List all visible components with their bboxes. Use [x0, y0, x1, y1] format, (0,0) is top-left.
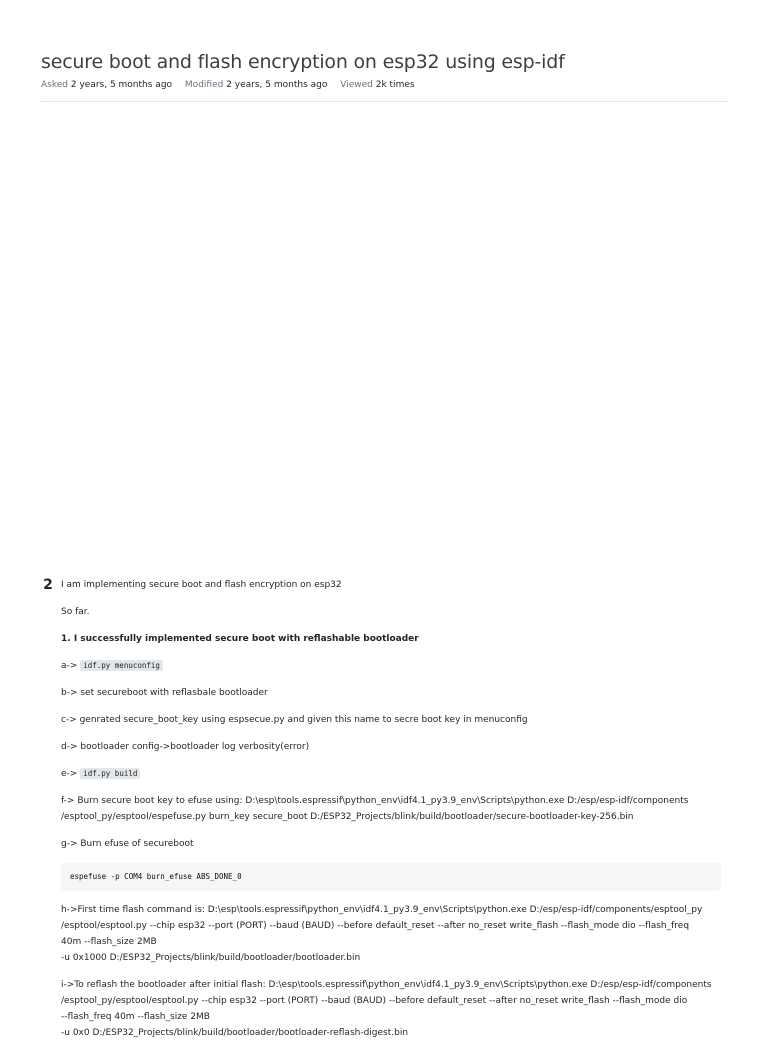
question-meta	[41, 79, 727, 91]
asked-info	[41, 80, 175, 90]
intro-paragraph: I am implementing secure boot and flash encryption on esp32	[61, 580, 342, 590]
viewed-value: 2k times	[375, 80, 415, 90]
step-i-line: /esptool_py/esptool/esptool.py --chip esp32 --port (PORT) --baud (BAUD) --before default_reset --after no_reset write_flash --flash_mode dio	[61, 996, 688, 1006]
question-body	[61, 577, 721, 1052]
step-e	[61, 766, 721, 782]
asked-label: Asked	[41, 80, 68, 90]
code-block: espefuse -p COM4 burn_efuse ABS_DONE_0	[61, 863, 721, 891]
step-a	[61, 658, 721, 674]
step-h-line: /esptool/esptool.py --chip esp32 --port (PORT) --baud (BAUD) --before default_reset --after no_reset write_flash --flash_mode dio --flash_freq	[61, 921, 690, 931]
step-g: g-> Burn efuse of secureboot	[61, 839, 194, 849]
asked-value: 2 years, 5 months ago	[70, 80, 173, 90]
step-i	[61, 977, 721, 1041]
viewed-info	[340, 80, 414, 90]
section-heading: 1. I successfully implemented secure boot with reflashable bootloader	[61, 634, 419, 644]
modified-info	[185, 80, 330, 90]
header-divider	[41, 101, 727, 102]
step-f-line: /esptool_py/esptool/espefuse.py burn_key secure_boot D:/ESP32_Projects/blink/build/bootloader/secure-bootloader-key-256.bin	[61, 812, 634, 822]
so-far-paragraph: So far.	[61, 607, 90, 617]
step-h	[61, 902, 721, 966]
step-e-prefix: e->	[61, 769, 78, 779]
viewed-label: Viewed	[340, 80, 373, 90]
step-f-line: f-> Burn secure boot key to efuse using: D:\esp\tools.espressif\python_env\idf4.1_py3.9_env\Scripts\python.exe D:/esp/esp-idf/components	[61, 796, 689, 806]
step-c: c-> genrated secure_boot_key using espsecue.py and given this name to secre boot key in menuconfig	[61, 715, 528, 725]
step-h-line: -u 0x1000 D:/ESP32_Projects/blink/build/bootloader/bootloader.bin	[61, 953, 361, 963]
step-i-line: -u 0x0 D:/ESP32_Projects/blink/build/bootloader/bootloader-reflash-digest.bin	[61, 1028, 409, 1038]
question-header	[41, 50, 727, 91]
step-f	[61, 793, 721, 825]
step-a-prefix: a->	[61, 661, 78, 671]
step-i-line: --flash_freq 40m --flash_size 2MB	[61, 1012, 210, 1022]
modified-value[interactable]: 2 years, 5 months ago	[226, 80, 328, 90]
step-a-code: idf.py menuconfig	[80, 660, 163, 671]
modified-label: Modified	[184, 80, 224, 90]
step-h-line: h->First time flash command is: D:\esp\tools.espressif\python_env\idf4.1_py3.9_env\Scripts\python.exe D:/esp/esp-idf/components/esptool_py	[61, 905, 703, 915]
question-title[interactable]: secure boot and flash encryption on esp32 using esp-idf	[41, 51, 565, 73]
vote-count: 2	[43, 577, 53, 593]
step-b: b-> set secureboot with reflasbale bootloader	[61, 688, 268, 698]
step-i-line: i->To reflash the bootloader after initial flash: D:\esp\tools.espressif\python_env\idf4.1_py3.9_env\Scripts\python.exe D:/esp/esp-idf/components	[61, 980, 712, 990]
step-h-line: 40m --flash_size 2MB	[61, 937, 157, 947]
step-d: d-> bootloader config->bootloader log verbosity(error)	[61, 742, 310, 752]
step-e-code: idf.py build	[80, 768, 140, 779]
